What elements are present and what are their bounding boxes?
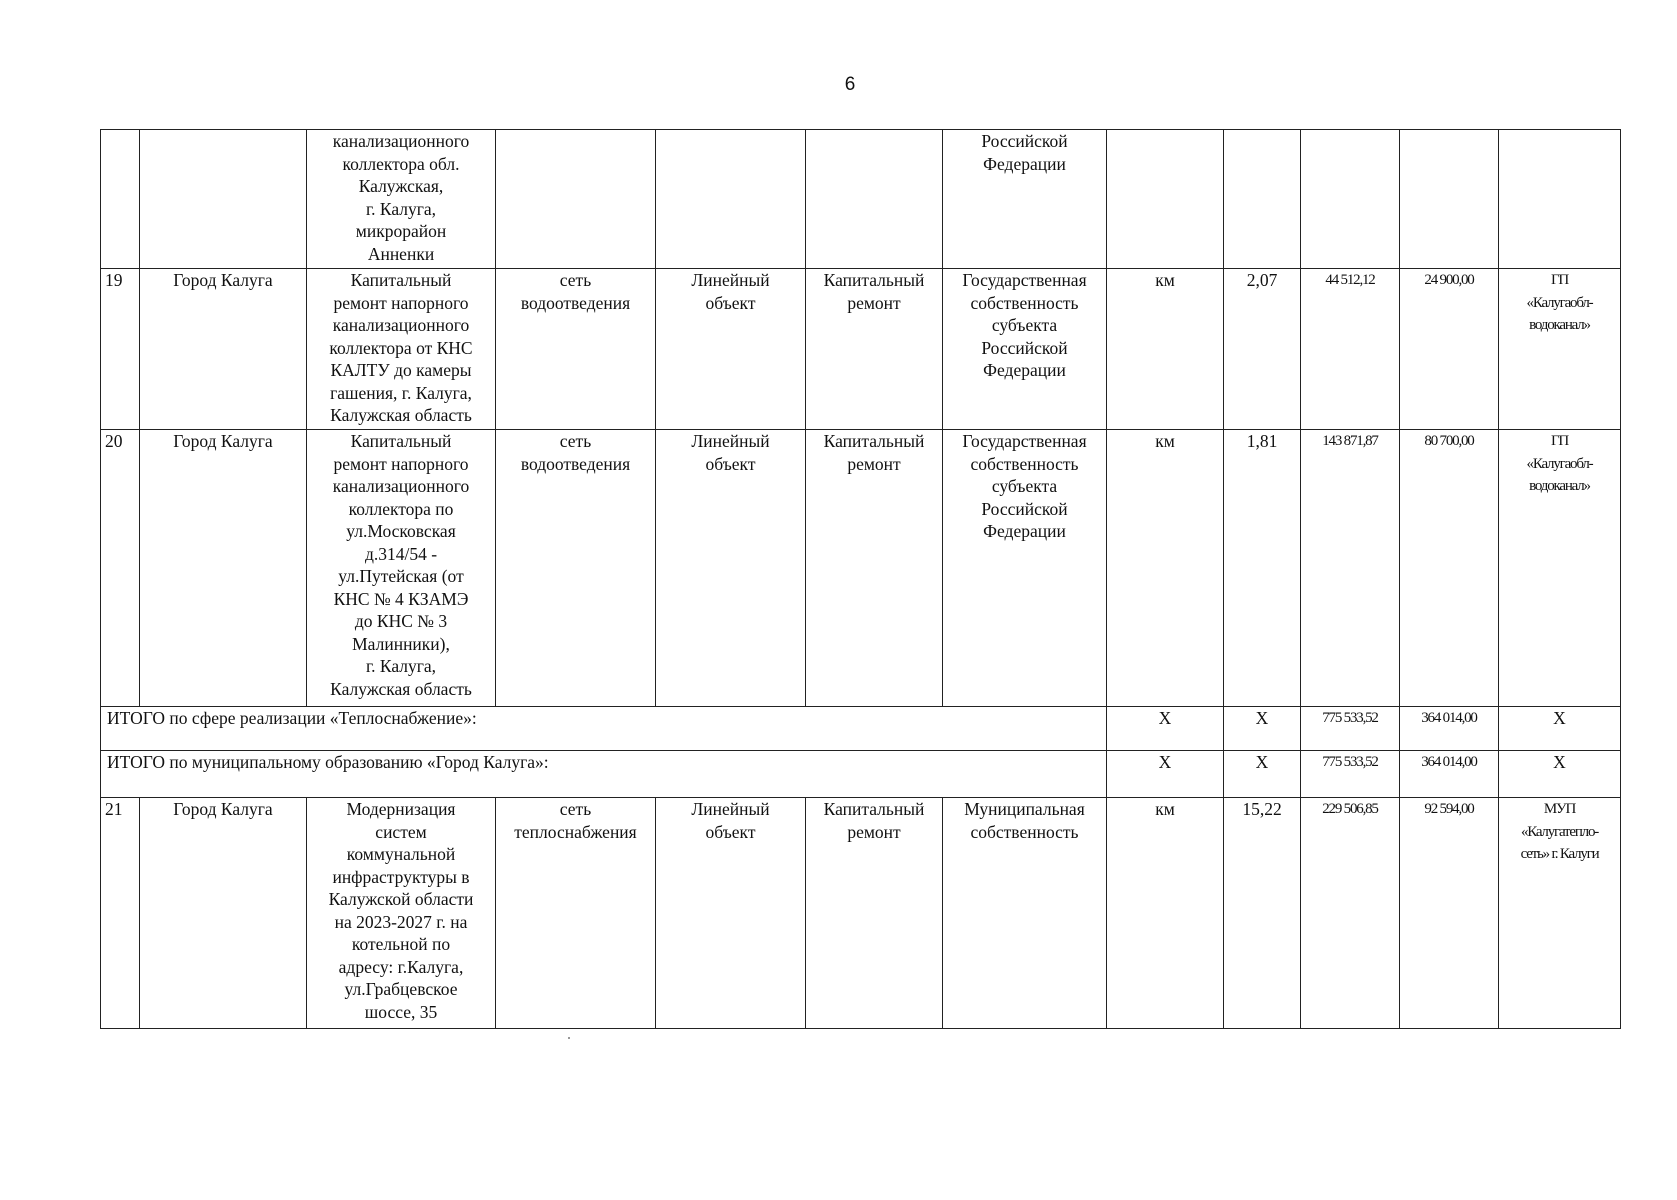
cost-total-cell: [1301, 130, 1400, 269]
cost-share-cell: 364 014,00: [1400, 707, 1499, 751]
object-name-cell: Капитальный ремонт напорного канализационного коллектора от КНС КАЛТУ до камеры гашения, г. Калуга, Калужская область: [307, 269, 496, 430]
quantity-cell: Х: [1224, 751, 1301, 798]
object-type-cell: Линейный объект: [656, 798, 806, 1029]
quantity-cell: 15,22: [1224, 798, 1301, 1029]
quantity-cell: [1224, 130, 1301, 269]
work-type-cell: Капитальный ремонт: [806, 430, 943, 707]
unit-cell: Х: [1107, 707, 1224, 751]
municipality-cell: Город Калуга: [140, 798, 307, 1029]
table-row: [101, 798, 1621, 1029]
row-number-cell: [101, 130, 140, 269]
cost-share-cell: 92 594,00: [1400, 798, 1499, 1029]
ownership-cell: Государственная собственность субъекта Российской Федерации: [943, 430, 1107, 707]
operator-cell: МУП «Калугатепло- сеть» г. Калуги: [1499, 798, 1621, 1029]
cost-share-cell: 80 700,00: [1400, 430, 1499, 707]
object-type-cell: Линейный объект: [656, 269, 806, 430]
unit-cell: [1107, 130, 1224, 269]
network-type-cell: сеть водоотведения: [496, 269, 656, 430]
object-name-cell: Капитальный ремонт напорного канализационного коллектора по ул.Московская д.314/54 - ул.Путейская (от КНС № 4 КЗАМЭ до КНС № 3 Малинники), г. Калуга, Калужская область: [307, 430, 496, 707]
network-type-cell: [496, 130, 656, 269]
quantity-cell: Х: [1224, 707, 1301, 751]
table-row: [101, 130, 1621, 269]
network-type-cell: сеть водоотведения: [496, 430, 656, 707]
object-type-cell: Линейный объект: [656, 430, 806, 707]
page-number: 6: [844, 74, 856, 95]
total-row: [101, 707, 1621, 751]
operator-cell: ГП «Калугаобл- водоканал»: [1499, 430, 1621, 707]
table-row: [101, 269, 1621, 430]
cost-share-cell: 364 014,00: [1400, 751, 1499, 798]
quantity-cell: 1,81: [1224, 430, 1301, 707]
cost-total-cell: 775 533,52: [1301, 707, 1400, 751]
ownership-cell: Российской Федерации: [943, 130, 1107, 269]
ownership-cell: Государственная собственность субъекта Российской Федерации: [943, 269, 1107, 430]
work-type-cell: Капитальный ремонт: [806, 269, 943, 430]
cost-share-cell: 24 900,00: [1400, 269, 1499, 430]
cost-total-cell: 143 871,87: [1301, 430, 1400, 707]
quantity-cell: 2,07: [1224, 269, 1301, 430]
scan-speck: [568, 1037, 570, 1039]
cost-total-cell: 229 506,85: [1301, 798, 1400, 1029]
operator-cell: ГП «Калугаобл- водоканал»: [1499, 269, 1621, 430]
object-name-cell: канализационного коллектора обл. Калужская, г. Калуга, микрорайон Анненки: [307, 130, 496, 269]
work-type-cell: Капитальный ремонт: [806, 798, 943, 1029]
unit-cell: км: [1107, 430, 1224, 707]
cost-share-cell: [1400, 130, 1499, 269]
table-row: [101, 430, 1621, 707]
operator-cell: Х: [1499, 707, 1621, 751]
object-type-cell: [656, 130, 806, 269]
municipality-cell: Город Калуга: [140, 269, 307, 430]
municipality-cell: Город Калуга: [140, 430, 307, 707]
operator-cell: [1499, 130, 1621, 269]
row-number-cell: 20: [101, 430, 140, 707]
unit-cell: км: [1107, 798, 1224, 1029]
total-row: [101, 751, 1621, 798]
cost-total-cell: 775 533,52: [1301, 751, 1400, 798]
cost-total-cell: 44 512,12: [1301, 269, 1400, 430]
work-type-cell: [806, 130, 943, 269]
ownership-cell: Муниципальная собственность: [943, 798, 1107, 1029]
municipality-cell: [140, 130, 307, 269]
operator-cell: Х: [1499, 751, 1621, 798]
projects-table: [100, 129, 1621, 1029]
unit-cell: Х: [1107, 751, 1224, 798]
total-label: ИТОГО по муниципальному образованию «Город Калуга»:: [101, 751, 1107, 798]
object-name-cell: Модернизация систем коммунальной инфраструктуры в Калужской области на 2023-2027 г. на котельной по адресу: г.Калуга, ул.Грабцевское шоссе, 35: [307, 798, 496, 1029]
unit-cell: км: [1107, 269, 1224, 430]
row-number-cell: 21: [101, 798, 140, 1029]
total-label: ИТОГО по сфере реализации «Теплоснабжение»:: [101, 707, 1107, 751]
row-number-cell: 19: [101, 269, 140, 430]
network-type-cell: сеть теплоснабжения: [496, 798, 656, 1029]
